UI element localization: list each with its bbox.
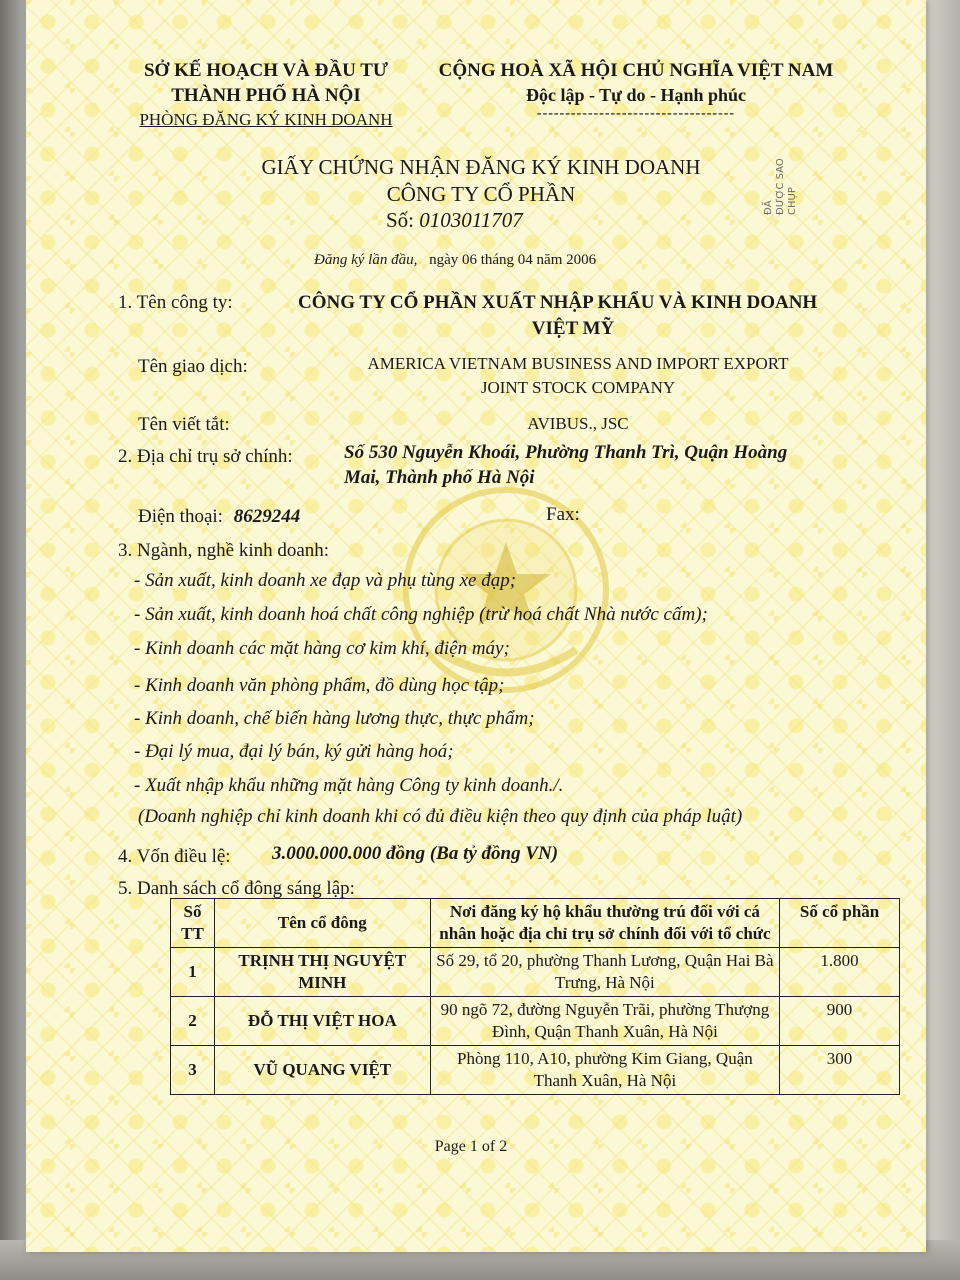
national-title: CỘNG HOÀ XÃ HỘI CHỦ NGHĨA VIỆT NAM bbox=[438, 60, 834, 81]
row-address: Phòng 110, A10, phường Kim Giang, Quận Thanh Xuân, Hà Nội bbox=[430, 1046, 779, 1095]
certificate-number bbox=[386, 208, 523, 233]
address-line1: Số 530 Nguyễn Khoái, Phường Thanh Trì, Quận Hoàng bbox=[344, 442, 788, 463]
business-item: - Kinh doanh các mặt hàng cơ kim khí, điện máy; bbox=[134, 638, 510, 659]
business-label: 3. Ngành, nghề kinh doanh: bbox=[118, 540, 330, 561]
trade-name-line1: AMERICA VIETNAM BUSINESS AND IMPORT EXPORT bbox=[367, 354, 789, 373]
table-row bbox=[171, 1046, 900, 1095]
col-header-shares: Số cổ phần bbox=[780, 899, 900, 948]
trade-name-label: Tên giao dịch: bbox=[138, 356, 248, 377]
first-registration-label: Đăng ký lần đầu, bbox=[314, 252, 418, 268]
business-item: - Sản xuất, kinh doanh hoá chất công nghiệp (trừ hoá chất Nhà nước cấm); bbox=[134, 604, 708, 625]
backdrop-right bbox=[920, 0, 960, 1280]
phone-label: Điện thoại: bbox=[138, 506, 223, 527]
row-name: TRỊNH THỊ NGUYỆT MINH bbox=[214, 948, 430, 997]
business-item: - Xuất nhập khẩu những mặt hàng Công ty kinh doanh./. bbox=[134, 775, 564, 796]
business-item: - Sản xuất, kinh doanh xe đạp và phụ tùng xe đạp; bbox=[134, 570, 517, 591]
table-header-row bbox=[171, 899, 900, 948]
business-item: - Đại lý mua, đại lý bán, ký gửi hàng hoá; bbox=[134, 741, 454, 762]
company-name-line2: VIỆT MỸ bbox=[531, 318, 615, 339]
capital-label: 4. Vốn điều lệ: bbox=[118, 846, 231, 867]
dept-name-line2: THÀNH PHỐ HÀ NỘI bbox=[171, 85, 361, 106]
row-name: VŨ QUANG VIỆT bbox=[214, 1046, 430, 1095]
row-no: 2 bbox=[171, 997, 215, 1046]
shareholders-table bbox=[170, 898, 900, 1095]
number-value: 0103011707 bbox=[419, 208, 523, 232]
address-line2: Mai, Thành phố Hà Nội bbox=[344, 467, 535, 488]
abbreviation-label: Tên viết tắt: bbox=[138, 414, 230, 435]
dept-name-line3: PHÒNG ĐĂNG KÝ KINH DOANH bbox=[139, 110, 393, 129]
col-header-address: Nơi đăng ký hộ khẩu thường trú đối với cá nhân hoặc địa chỉ trụ sở chính đối với tổ chức bbox=[430, 899, 779, 948]
table-row bbox=[171, 997, 900, 1046]
phone-row bbox=[138, 506, 300, 528]
number-label: Số: bbox=[386, 208, 415, 232]
row-shares: 900 bbox=[780, 997, 900, 1046]
business-note: (Doanh nghiệp chỉ kinh doanh khi có đủ điều kiện theo quy định của pháp luật) bbox=[138, 806, 743, 827]
business-item: - Kinh doanh, chế biến hàng lương thực, thực phẩm; bbox=[134, 708, 535, 729]
row-no: 3 bbox=[171, 1046, 215, 1095]
company-name-line1: CÔNG TY CỔ PHẦN XUẤT NHẬP KHẨU VÀ KINH DOANH bbox=[298, 292, 818, 313]
header-rule: ----------------------------------- bbox=[536, 106, 736, 121]
registration-date: ngày 06 tháng 04 năm 2006 bbox=[429, 252, 597, 268]
row-shares: 1.800 bbox=[780, 948, 900, 997]
col-header-name: Tên cổ đông bbox=[214, 899, 430, 948]
certificate-title: GIẤY CHỨNG NHẬN ĐĂNG KÝ KINH DOANH bbox=[261, 155, 701, 179]
row-address: 90 ngõ 72, đường Nguyễn Trãi, phường Thượng Đình, Quận Thanh Xuân, Hà Nội bbox=[430, 997, 779, 1046]
row-no: 1 bbox=[171, 948, 215, 997]
page-number: Page 1 of 2 bbox=[434, 1138, 508, 1155]
certificate-sheet bbox=[26, 0, 926, 1252]
address-label: 2. Địa chỉ trụ sở chính: bbox=[118, 446, 293, 467]
row-address: Số 29, tổ 20, phường Thanh Lương, Quận Hai Bà Trưng, Hà Nội bbox=[430, 948, 779, 997]
shareholders-label: 5. Danh sách cổ đông sáng lập: bbox=[118, 878, 355, 899]
company-name-label: 1. Tên công ty: bbox=[118, 292, 233, 313]
table-row bbox=[171, 948, 900, 997]
trade-name-line2: JOINT STOCK COMPANY bbox=[480, 378, 676, 397]
capital-value: 3.000.000.000 đồng (Ba tỷ đồng VN) bbox=[272, 843, 559, 864]
abbreviation-value: AVIBUS., JSC bbox=[527, 414, 629, 433]
registration-line bbox=[314, 252, 596, 269]
fax-label: Fax: bbox=[546, 504, 580, 525]
col-header-no: Số TT bbox=[171, 899, 215, 948]
business-item: - Kinh doanh văn phòng phẩm, đồ dùng học tập; bbox=[134, 675, 505, 696]
company-type: CÔNG TY CỔ PHẦN bbox=[386, 182, 576, 206]
phone-value: 8629244 bbox=[233, 506, 301, 527]
national-motto: Độc lập - Tự do - Hạnh phúc bbox=[525, 85, 747, 105]
row-shares: 300 bbox=[780, 1046, 900, 1095]
dept-name-line1: SỞ KẾ HOẠCH VÀ ĐẦU TƯ bbox=[143, 60, 389, 81]
row-name: ĐỖ THỊ VIỆT HOA bbox=[214, 997, 430, 1046]
copy-stamp: ĐĂ ĐƯỢC SAO CHỤP bbox=[763, 158, 798, 215]
